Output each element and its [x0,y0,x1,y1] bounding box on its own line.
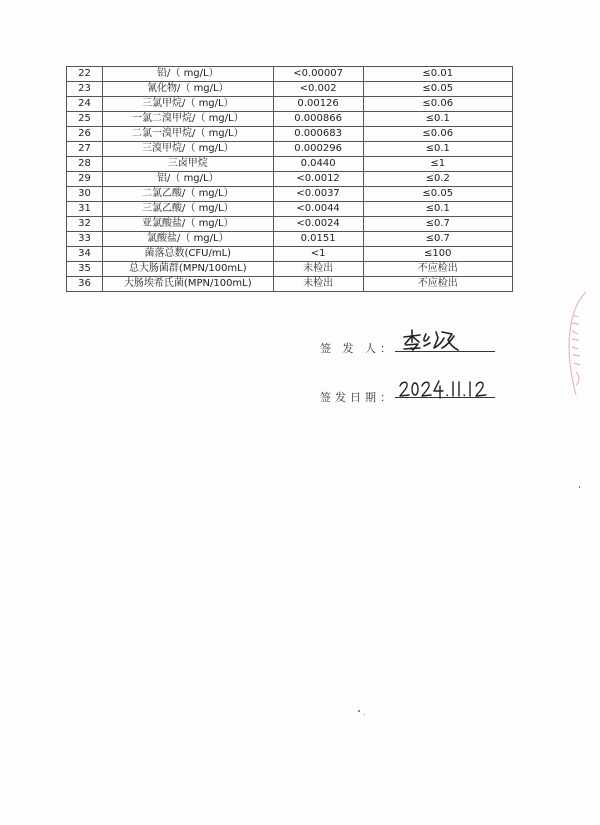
signer-label: 签 发 人： [320,342,395,355]
table-row [67,127,513,142]
row-number-cell: 34 [67,247,103,262]
signer-signature [402,328,462,358]
date-row [320,389,395,405]
row-number-cell: 27 [67,142,103,157]
table-row [67,82,513,97]
limit-value-cell: ≤0.1 [363,112,512,127]
test-item-cell: 亚氯酸盐/（ mg/L） [102,217,273,232]
test-item-cell: 二氯乙酸/（ mg/L） [102,187,273,202]
row-number-cell: 25 [67,112,103,127]
results-table [66,66,513,292]
result-value-cell: <0.002 [273,82,363,97]
row-number-cell: 31 [67,202,103,217]
scan-speck [358,710,360,712]
result-value-cell: 0.000683 [273,127,363,142]
row-number-cell: 36 [67,277,103,292]
test-item-cell: 氯酸盐/（ mg/L） [102,232,273,247]
table-row [67,262,513,277]
test-item-cell: 铝/（ mg/L） [102,172,273,187]
row-number-cell: 35 [67,262,103,277]
test-item-cell: 三氯甲烷/（ mg/L） [102,97,273,112]
result-value-cell: <0.0037 [273,187,363,202]
limit-value-cell: 不应检出 [363,262,512,277]
table-row [67,142,513,157]
limit-value-cell: ≤0.7 [363,217,512,232]
table-row [67,277,513,292]
result-value-cell: <0.0044 [273,202,363,217]
date-handwritten [398,378,498,404]
test-item-cell: 氰化物/（ mg/L） [102,82,273,97]
signer-row [320,340,395,356]
result-value-cell: 未检出 [273,277,363,292]
test-item-cell: 菌落总数(CFU/mL) [102,247,273,262]
date-label: 签发日期： [320,391,395,404]
limit-value-cell: ≤0.01 [363,67,512,82]
row-number-cell: 33 [67,232,103,247]
test-item-cell: 三氯乙酸/（ mg/L） [102,202,273,217]
limit-value-cell: ≤0.1 [363,142,512,157]
table-row [67,247,513,262]
seal-stamp-fragment-icon [556,290,596,400]
result-value-cell: 0.000866 [273,112,363,127]
limit-value-cell: ≤0.2 [363,172,512,187]
result-value-cell: <0.0012 [273,172,363,187]
limit-value-cell: ≤0.7 [363,232,512,247]
test-item-cell: 三卤甲烷 [102,157,273,172]
result-value-cell: <1 [273,247,363,262]
row-number-cell: 24 [67,97,103,112]
scan-speck [579,486,580,488]
limit-value-cell: 不应检出 [363,277,512,292]
limit-value-cell: ≤0.05 [363,82,512,97]
result-value-cell: <0.00007 [273,67,363,82]
table-row [67,187,513,202]
result-value-cell: 0.000296 [273,142,363,157]
test-item-cell: 铅/（ mg/L） [102,67,273,82]
signature-li-hong-handwriting [402,328,462,354]
results-table-body [67,67,513,292]
test-item-cell: 三溴甲烷/（ mg/L） [102,142,273,157]
row-number-cell: 32 [67,217,103,232]
table-row [67,202,513,217]
row-number-cell: 26 [67,127,103,142]
limit-value-cell: ≤0.1 [363,202,512,217]
row-number-cell: 23 [67,82,103,97]
row-number-cell: 30 [67,187,103,202]
table-row [67,97,513,112]
row-number-cell: 22 [67,67,103,82]
row-number-cell: 29 [67,172,103,187]
table-row [67,232,513,247]
result-value-cell: <0.0024 [273,217,363,232]
table-row [67,217,513,232]
result-value-cell: 0.0440 [273,157,363,172]
test-item-cell: 总大肠菌群(MPN/100mL) [102,262,273,277]
stamp-edge [556,290,596,404]
result-value-cell: 未检出 [273,262,363,277]
limit-value-cell: ≤100 [363,247,512,262]
limit-value-cell: ≤0.06 [363,97,512,112]
limit-value-cell: ≤1 [363,157,512,172]
limit-value-cell: ≤0.05 [363,187,512,202]
result-value-cell: 0.00126 [273,97,363,112]
test-item-cell: 大肠埃希氏菌(MPN/100mL) [102,277,273,292]
date-2024-11-12-handwriting [398,378,498,400]
table-row [67,112,513,127]
row-number-cell: 28 [67,157,103,172]
scan-speck [364,714,365,715]
limit-value-cell: ≤0.06 [363,127,512,142]
table-row [67,67,513,82]
test-item-cell: 一氯二溴甲烷/（ mg/L） [102,112,273,127]
table-row [67,157,513,172]
result-value-cell: 0.0151 [273,232,363,247]
test-item-cell: 二氯一溴甲烷/（ mg/L） [102,127,273,142]
table-row [67,172,513,187]
